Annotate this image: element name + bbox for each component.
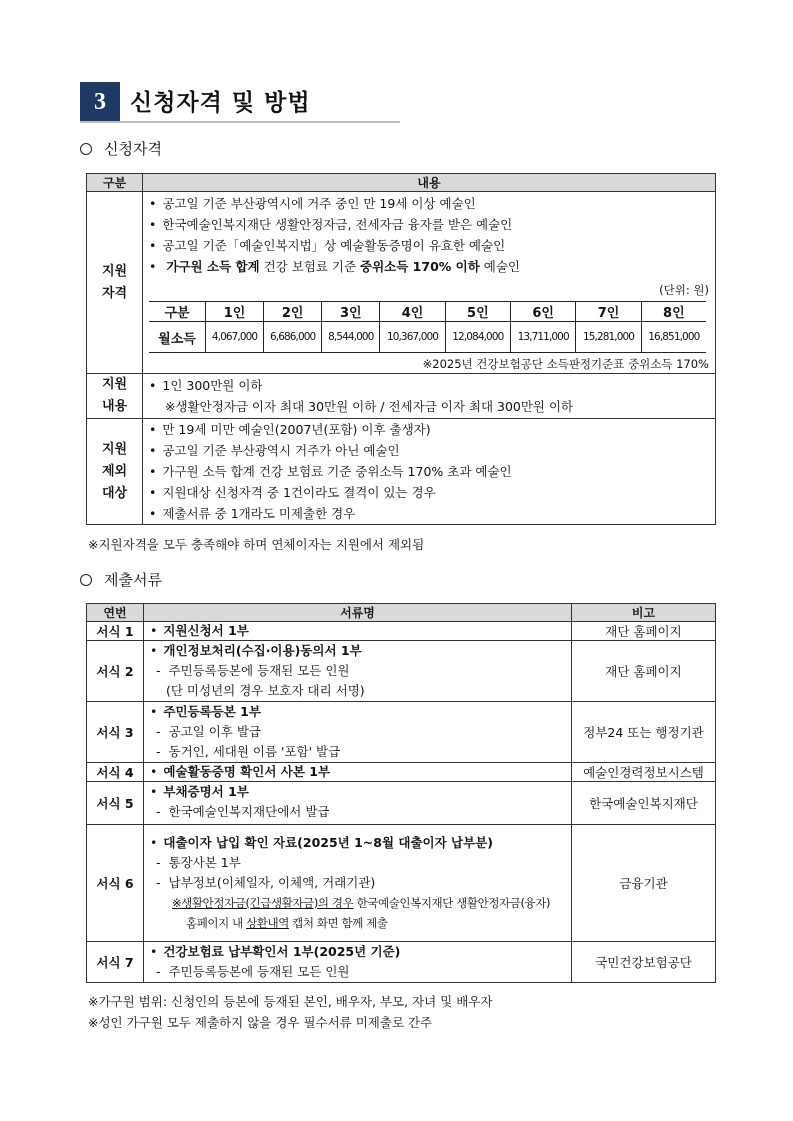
income-value: 16,851,000 [641, 322, 706, 353]
income-col-header: 3인 [322, 302, 380, 322]
income-criteria-text2: 예술인 [479, 259, 520, 274]
col-remark-header: 비고 [572, 604, 716, 622]
doc-title: • 개인정보처리(수집·이용)동의서 1부 [150, 641, 571, 661]
doc-note-underlined: ※생활안정자금(긴급생활자금)의 경우 [172, 896, 354, 910]
doc-sub: - 납부정보(이체일자, 이체액, 거래기관) [150, 873, 571, 893]
eligibility-heading-text: 신청자격 [104, 140, 162, 158]
support-content-label [87, 374, 143, 419]
documents-footnote-2: ※성인 가구원 모두 제출하지 않을 경우 필수서류 미제출로 간주 [88, 1015, 433, 1030]
doc-sub-note: (단 미성년의 경우 보호자 대리 서명) [166, 683, 365, 698]
doc-note-underlined: 상환내역 [246, 916, 289, 930]
income-value: 15,281,000 [576, 322, 641, 353]
section-underline [80, 121, 400, 123]
doc-title: • 건강보험료 납부확인서 1부(2025년 기준) [150, 942, 571, 962]
doc-remark: 정부24 또는 행정기관 [572, 702, 716, 763]
exclusion-item: • 만 19세 미만 예술인(2007년(포함) 이후 출생자) [143, 419, 715, 440]
support-amount-note: ※생활안정자금 이자 최대 30만원 이하 / 전세자금 이자 최대 300만원 이하 [165, 399, 574, 414]
exclusion-item: • 제출서류 중 1개라도 미제출한 경우 [143, 503, 715, 524]
income-value: 6,686,000 [264, 322, 322, 353]
support-qualification-label [87, 192, 143, 374]
income-criteria-item [143, 256, 715, 277]
label-text: 지원 자격 [101, 263, 128, 301]
documents-footnote-1: ※가구원 범위: 신청인의 등본에 등재된 본인, 배우자, 부모, 자녀 및 배우자 [88, 994, 493, 1009]
income-note: ※2025년 건강보험공단 소득판정기준표 중위소득 170% [422, 357, 709, 371]
income-criteria-bold1: 가구원 소득 합계 [166, 259, 260, 274]
doc-sub: - 주민등록등본에 등재된 모든 인원 [150, 962, 571, 982]
section-number-badge: 3 [80, 82, 120, 122]
doc-note-text: 한국예술인복지재단 생활안정자금(융자) [353, 896, 551, 910]
doc-no: 서식 4 [87, 763, 144, 782]
doc-remark: 재단 홈페이지 [572, 622, 716, 641]
doc-sub: - 통장사본 1부 [150, 853, 571, 873]
income-col-header: 4인 [380, 302, 445, 322]
exclusion-item: • 공고일 기준 부산광역시 거주가 아닌 예술인 [143, 440, 715, 461]
income-col-header: 6인 [511, 302, 576, 322]
income-header-label: 구분 [149, 302, 206, 322]
income-row-label: 월소득 [149, 322, 206, 353]
unit-label: (단위: 원) [659, 283, 709, 297]
doc-note-text: 홈페이지 내 [186, 916, 247, 930]
documents-heading [80, 569, 162, 590]
income-col-header: 5인 [445, 302, 510, 322]
doc-no: 서식 2 [87, 641, 144, 702]
label-text: 지원 내용 [101, 377, 128, 414]
col-category-header: 구분 [87, 174, 143, 192]
doc-remark: 재단 홈페이지 [572, 641, 716, 702]
doc-remark: 금융기관 [572, 825, 716, 942]
doc-sub-note [150, 893, 571, 913]
doc-sub: - 주민등록등본에 등재된 모든 인원 [150, 661, 571, 681]
support-item: • 공고일 기준 부산광역시에 거주 중인 만 19세 이상 예술인 [143, 193, 715, 214]
circle-bullet-icon [80, 143, 92, 155]
eligibility-footnote: ※지원자격을 모두 충족해야 하며 연체이자는 지원에서 제외됨 [88, 537, 425, 552]
doc-title: • 부채증명서 1부 [150, 782, 571, 802]
doc-no: 서식 6 [87, 825, 144, 942]
doc-title: • 예술활동증명 확인서 사본 1부 [150, 764, 571, 780]
col-no-header: 연번 [87, 604, 144, 622]
col-name-header: 서류명 [144, 604, 572, 622]
income-col-header: 2인 [264, 302, 322, 322]
income-table [149, 301, 706, 353]
exclusion-item: • 지원대상 신청자격 중 1건이라도 결격이 있는 경우 [143, 482, 715, 503]
income-value: 12,084,000 [445, 322, 510, 353]
income-value: 8,544,000 [322, 322, 380, 353]
income-value: 4,067,000 [206, 322, 264, 353]
exclusion-item: • 가구원 소득 합계 건강 보험료 기준 중위소득 170% 초과 예술인 [143, 461, 715, 482]
doc-remark: 한국예술인복지재단 [572, 782, 716, 825]
doc-sub-note [150, 913, 571, 933]
section-title: 신청자격 및 방법 [130, 90, 311, 116]
documents-table [86, 603, 716, 983]
doc-title: • 대출이자 납입 확인 자료(2025년 1~8월 대출이자 납부분) [150, 833, 571, 853]
col-content-header: 내용 [143, 174, 716, 192]
doc-no: 서식 7 [87, 942, 144, 983]
doc-remark: 예술인경력정보시스템 [572, 763, 716, 782]
doc-title: • 주민등록등본 1부 [150, 702, 571, 722]
income-criteria-bold2: 중위소득 170% 이하 [360, 259, 480, 274]
doc-no: 서식 1 [87, 622, 144, 641]
doc-remark: 국민건강보험공단 [572, 942, 716, 983]
doc-no: 서식 3 [87, 702, 144, 763]
income-col-header: 7인 [576, 302, 641, 322]
income-col-header: 1인 [206, 302, 264, 322]
doc-no: 서식 5 [87, 782, 144, 825]
doc-note-text: 캡처 화면 함께 제출 [288, 916, 388, 930]
documents-heading-text: 제출서류 [104, 571, 162, 589]
income-value: 13,711,000 [511, 322, 576, 353]
label-text: 지원 제외 대상 [101, 441, 128, 501]
income-value: 10,367,000 [380, 322, 445, 353]
exclusion-label [87, 419, 143, 525]
doc-title: • 지원신청서 1부 [150, 623, 571, 639]
support-item: • 공고일 기준「예술인복지법」상 예술활동증명이 유효한 예술인 [143, 235, 715, 256]
support-item: • 한국예술인복지재단 생활안정자금, 전세자금 융자를 받은 예술인 [143, 214, 715, 235]
income-col-header: 8인 [641, 302, 706, 322]
doc-sub: - 한국예술인복지재단에서 발급 [150, 802, 571, 822]
doc-sub: - 동거인, 세대원 이름 '포함' 발급 [150, 742, 571, 762]
income-criteria-text1: 건강 보험료 기준 [259, 259, 361, 274]
eligibility-heading [80, 138, 162, 159]
doc-sub: - 공고일 이후 발급 [150, 722, 571, 742]
circle-bullet-icon [80, 574, 92, 586]
eligibility-table [86, 173, 716, 525]
support-amount-item: • 1인 300만원 이하 [143, 375, 715, 396]
